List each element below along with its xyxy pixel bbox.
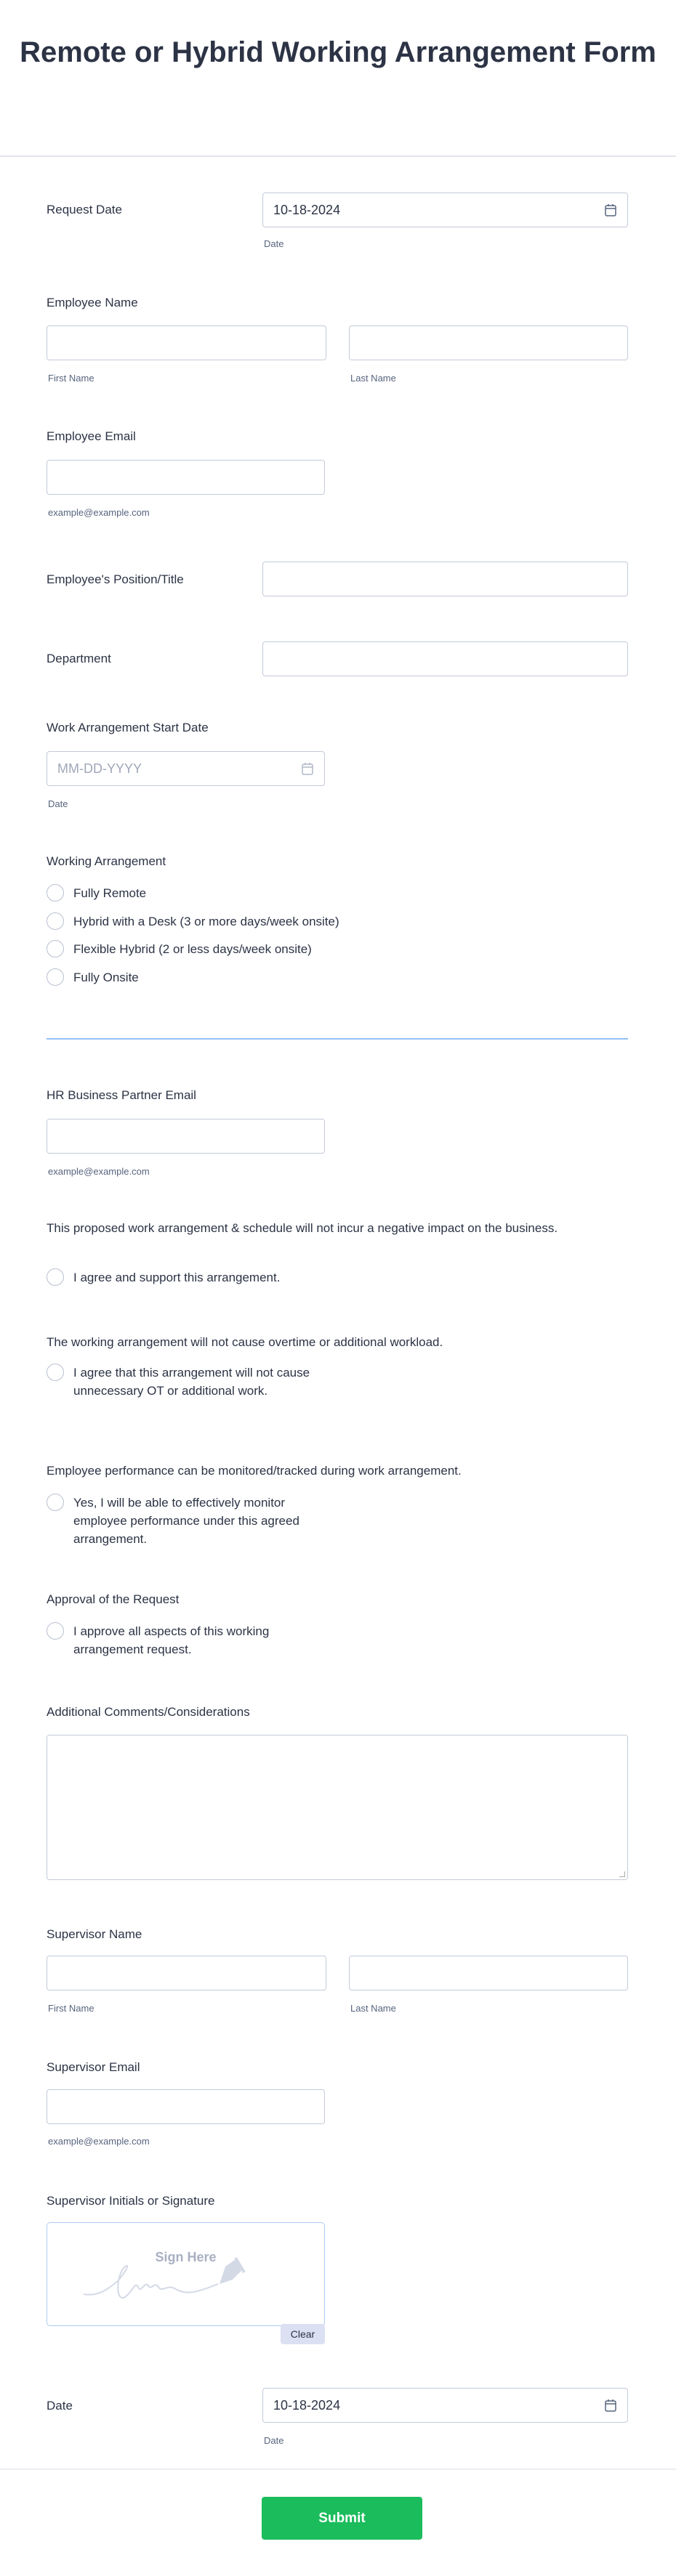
employee-email-input[interactable]	[47, 460, 325, 495]
employee-email-sublabel: example@example.com	[48, 507, 150, 518]
calendar-icon[interactable]	[301, 761, 314, 776]
approval-question-label: Approval of the Request	[47, 1592, 180, 1606]
sign-here-placeholder: Sign Here	[155, 2250, 217, 2264]
submit-button[interactable]: Submit	[262, 2497, 422, 2540]
performance-question-label: Employee performance can be monitored/tracked during work arrangement.	[47, 1464, 462, 1478]
supervisor-name-label: Supervisor Name	[47, 1927, 142, 1941]
radio-hybrid-desk[interactable]	[47, 912, 339, 931]
supervisor-first-name-input[interactable]	[47, 1956, 326, 1990]
radio-flexible-hybrid[interactable]	[47, 940, 312, 958]
date-label: Date	[47, 2399, 73, 2413]
radio-agree-impact[interactable]	[47, 1268, 324, 1287]
radio-label: Fully Onsite	[73, 971, 139, 984]
request-date-value: 10-18-2024	[273, 202, 341, 217]
date-sublabel: Date	[264, 2435, 284, 2446]
start-date-sublabel: Date	[48, 798, 68, 809]
signature-pad[interactable]	[47, 2222, 325, 2326]
employee-last-name-input[interactable]	[349, 325, 628, 360]
supervisor-last-name-input[interactable]	[349, 1956, 628, 1990]
radio-fully-remote[interactable]	[47, 884, 146, 902]
supervisor-email-label: Supervisor Email	[47, 2060, 140, 2074]
radio-label: Hybrid with a Desk (3 or more days/week onsite)	[73, 915, 339, 928]
radio-circle[interactable]	[47, 1622, 64, 1640]
radio-label: I agree and support this arrangement.	[73, 1271, 281, 1284]
calendar-icon[interactable]	[604, 203, 617, 217]
radio-approve-request[interactable]	[47, 1622, 324, 1658]
supervisor-first-name-sublabel: First Name	[48, 2003, 94, 2014]
position-input[interactable]	[262, 562, 628, 596]
overtime-question-label: The working arrangement will not cause overtime or additional workload.	[47, 1335, 443, 1349]
hr-email-input[interactable]	[47, 1119, 325, 1154]
impact-question-label: This proposed work arrangement & schedule will not incur a negative impact on the business.	[47, 1221, 558, 1235]
request-date-label: Request Date	[47, 203, 122, 216]
radio-fully-onsite[interactable]	[47, 968, 139, 987]
start-date-label: Work Arrangement Start Date	[47, 721, 209, 734]
radio-circle[interactable]	[47, 1268, 64, 1286]
employee-name-label: Employee Name	[47, 296, 138, 309]
radio-label: I agree that this arrangement will not cause unnecessary OT or additional work.	[73, 1366, 310, 1398]
hr-email-sublabel: example@example.com	[48, 1166, 150, 1177]
comments-label: Additional Comments/Considerations	[47, 1705, 250, 1719]
supervisor-email-input[interactable]	[47, 2089, 325, 2124]
supervisor-last-name-sublabel: Last Name	[350, 2003, 396, 2014]
section-divider	[47, 1038, 628, 1040]
request-date-input[interactable]	[262, 193, 628, 227]
position-label: Employee's Position/Title	[47, 572, 184, 586]
calendar-icon[interactable]	[604, 2398, 617, 2413]
hr-email-label: HR Business Partner Email	[47, 1088, 196, 1102]
radio-label: Yes, I will be able to effectively monitor employee performance under this agreed arrangement.	[73, 1496, 299, 1546]
date-value: 10-18-2024	[273, 2397, 341, 2413]
start-date-input[interactable]	[47, 751, 325, 786]
radio-circle[interactable]	[47, 1364, 64, 1381]
signature-label: Supervisor Initials or Signature	[47, 2194, 215, 2208]
working-arrangement-label: Working Arrangement	[47, 854, 166, 868]
radio-agree-overtime[interactable]	[47, 1364, 317, 1400]
start-date-placeholder: MM-DD-YYYY	[57, 761, 142, 776]
request-date-sublabel: Date	[264, 238, 284, 249]
radio-label: Flexible Hybrid (2 or less days/week onsite)	[73, 942, 312, 956]
radio-circle[interactable]	[47, 1494, 64, 1511]
form-title: Remote or Hybrid Working Arrangement Form	[20, 36, 656, 68]
header-divider	[0, 155, 676, 157]
last-name-sublabel: Last Name	[350, 373, 396, 384]
radio-agree-performance[interactable]	[47, 1494, 324, 1548]
footer-divider	[0, 2468, 676, 2470]
employee-email-label: Employee Email	[47, 429, 136, 443]
employee-first-name-input[interactable]	[47, 325, 326, 360]
clear-signature-button[interactable]: Clear	[281, 2324, 325, 2344]
first-name-sublabel: First Name	[48, 373, 94, 384]
resize-handle[interactable]	[619, 1871, 625, 1877]
comments-textarea[interactable]	[47, 1735, 628, 1880]
radio-circle[interactable]	[47, 940, 64, 957]
department-label: Department	[47, 652, 111, 665]
radio-circle[interactable]	[47, 912, 64, 930]
department-input[interactable]	[262, 641, 628, 676]
signature-pen-icon	[80, 2252, 298, 2303]
radio-circle[interactable]	[47, 884, 64, 902]
supervisor-email-sublabel: example@example.com	[48, 2136, 150, 2147]
radio-circle[interactable]	[47, 968, 64, 986]
radio-label: I approve all aspects of this working arrangement request.	[73, 1624, 270, 1656]
radio-label: Fully Remote	[73, 886, 147, 900]
date-input[interactable]	[262, 2388, 628, 2423]
